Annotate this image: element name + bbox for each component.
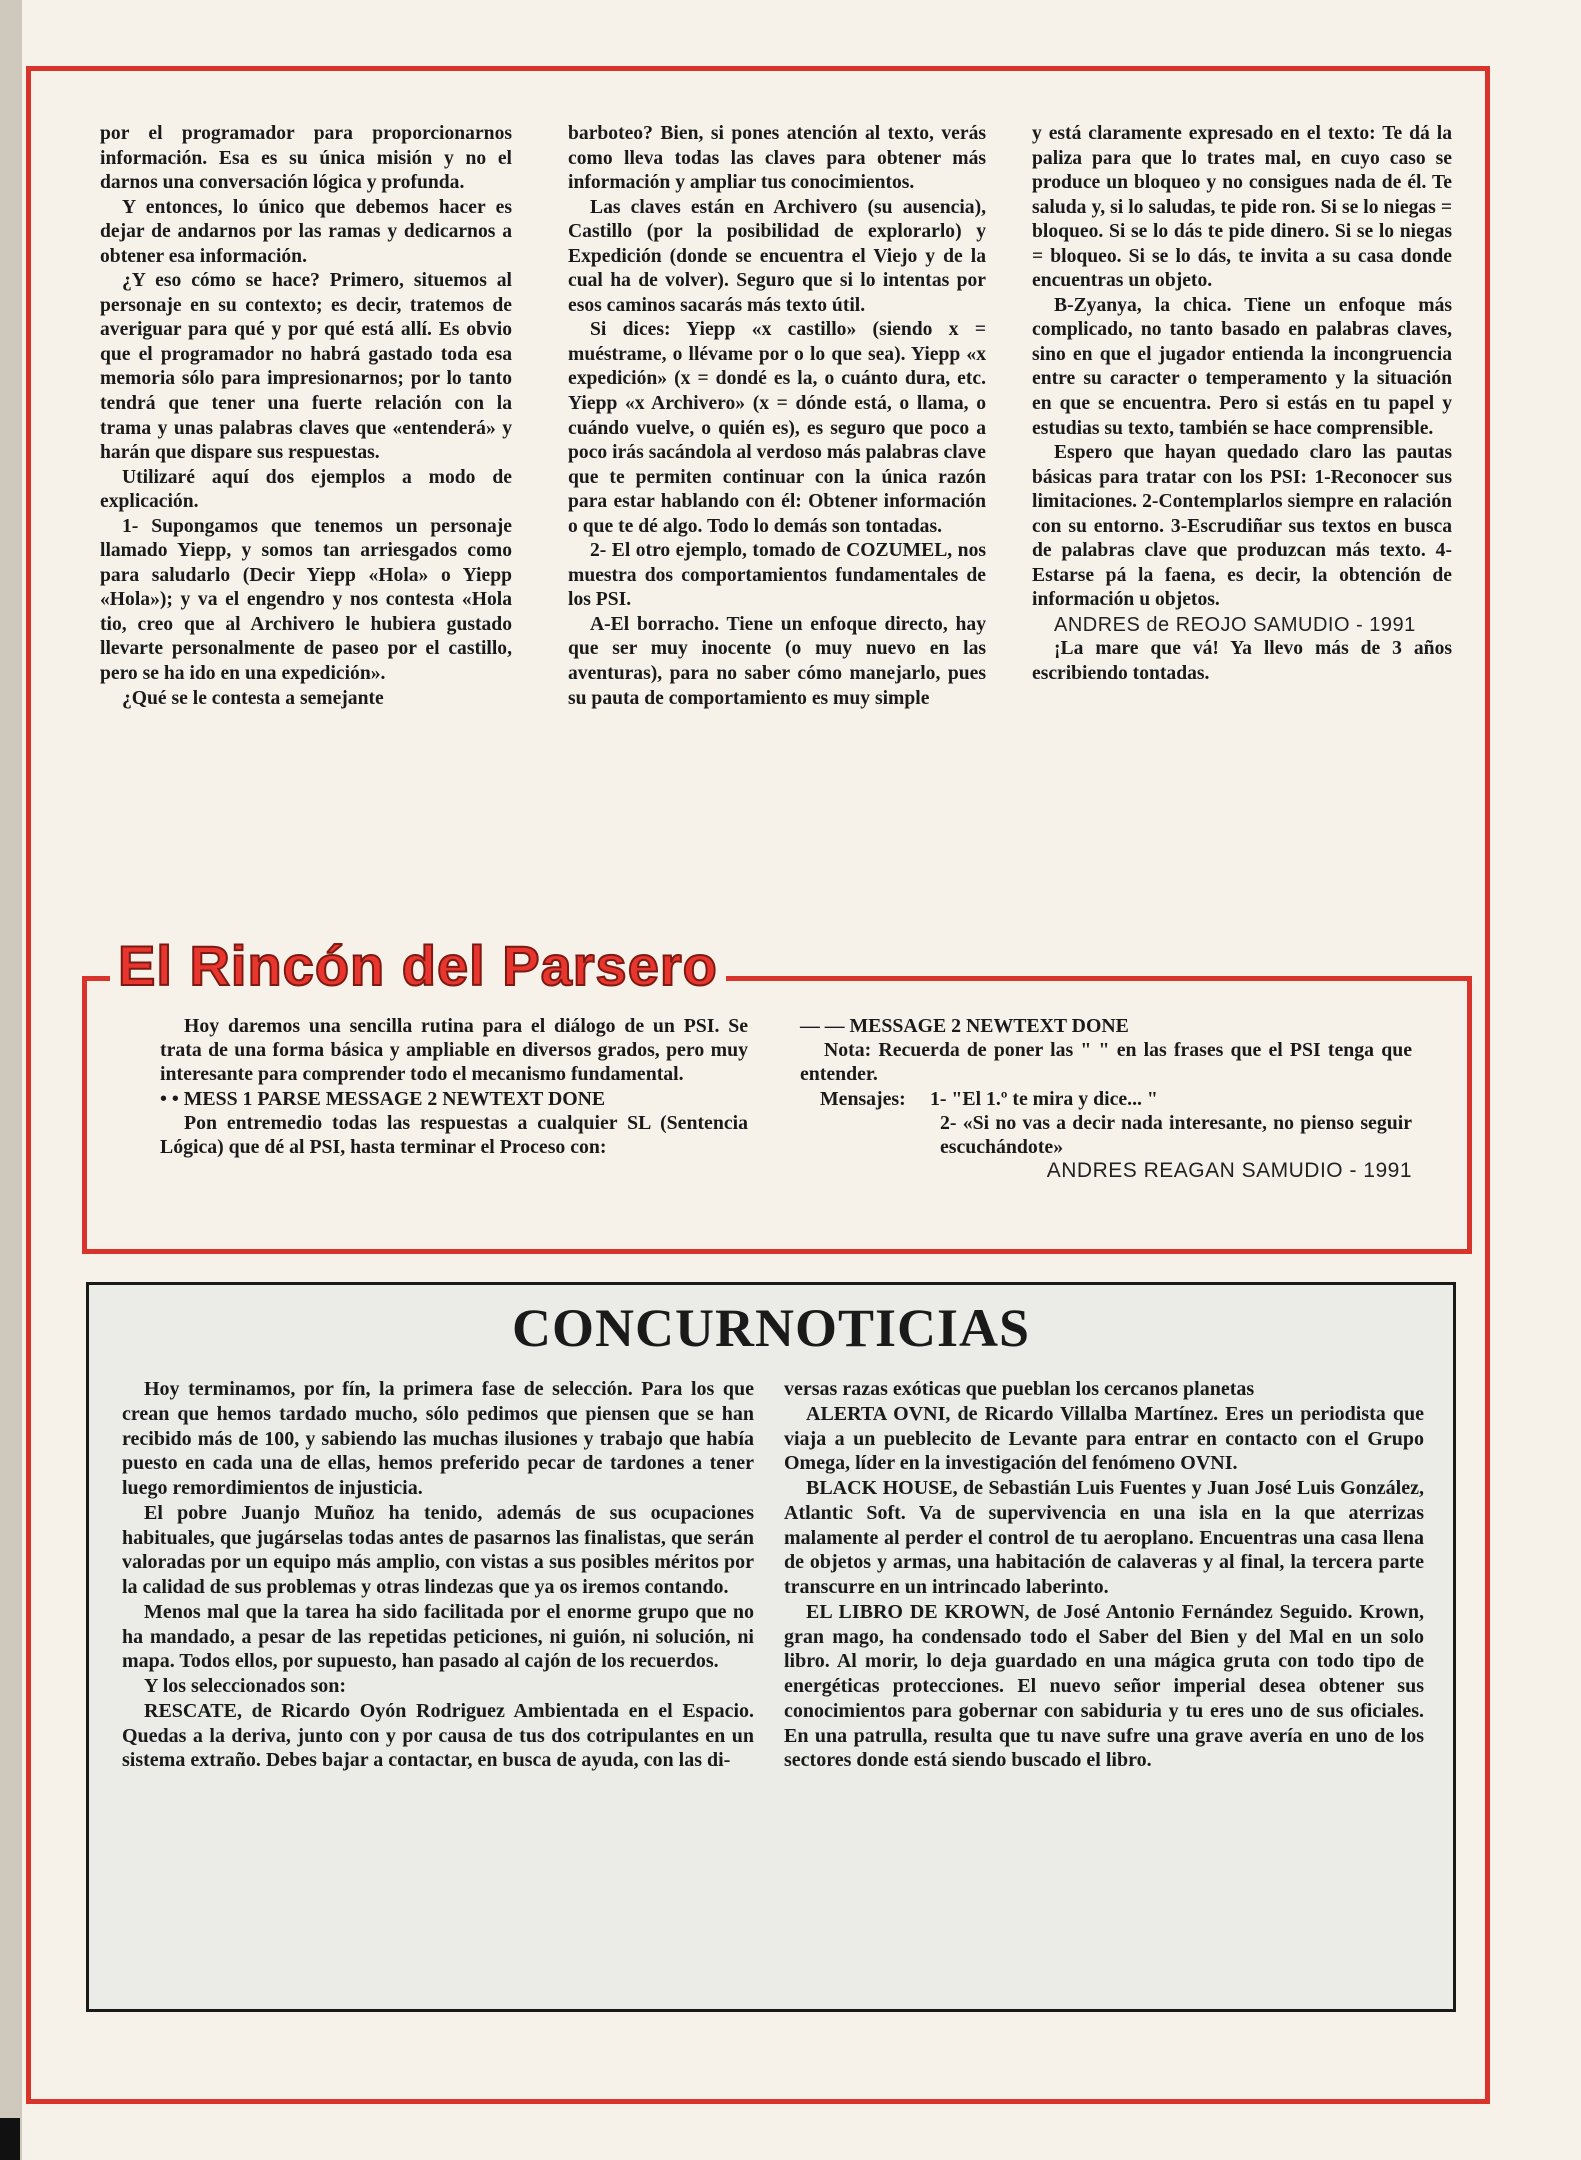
registration-mark — [0, 2118, 20, 2160]
parser-code-line: — — MESSAGE 2 NEWTEXT DONE — [800, 1015, 1129, 1037]
article-signature: ANDRES de REOJO SAMUDIO - 1991 — [1054, 613, 1416, 636]
parser-note: Nota: Recuerda de poner las " " en las frases que el PSI tenga que entender. — [800, 1039, 1412, 1086]
article-paragraph: por el programador para proporcionarnos información. Esa es su única misión y no el darnos una conversación lógica y profunda. — [100, 123, 512, 194]
article-column-3 — [1032, 122, 1452, 687]
parser-signature: ANDRES REAGAN SAMUDIO - 1991 — [1046, 1159, 1412, 1183]
concur-column-1 — [122, 1377, 754, 1773]
article-paragraph: ¿Qué se le contesta a semejante — [122, 687, 384, 709]
concur-paragraph: Hoy terminamos, por fín, la primera fase de selección. Para los que crean que hemos tardado mucho, sólo pedimos que piensen que se han recibido más de 100, y sabiendo las muchas ilusiones y trabajo que había puesto en cada una de ellas, hemos preferido pecar de tardones a tener luego remordimientos de injusticia. — [122, 1378, 754, 1499]
article-paragraph: ¿Y eso cómo se hace? Primero, situemos al personaje en su contexto; es decir, tratemos de averiguar para qué y por qué está allí. Es obvio que el programador no habrá gastado toda esa memoria sólo para impresionarnos; por lo tanto tendrá que tener una fuerte relación con la trama y unas palabras claves que «entenderá» y harán que dispare sus respuestas. — [100, 270, 512, 464]
article-closing: ¡La mare que vá! Ya llevo más de 3 años escribiendo tontadas. — [1032, 638, 1452, 685]
message-2: 2- «Si no vas a decir nada interesante, no pienso seguir escuchándote» — [940, 1111, 1412, 1159]
concur-paragraph: El pobre Juanjo Muñoz ha tenido, además de sus ocupaciones habituales, que jugárselas todas antes de pasarnos las finalistas, que serán valoradas por un equipo más amplio, con vistas a sus posibles méritos por la calidad de sus problemas y otras lindezas que ya os iremos contando. — [122, 1501, 754, 1598]
article-column-2 — [568, 122, 986, 711]
article-paragraph: Utilizaré aquí dos ejemplos a modo de explicación. — [100, 466, 512, 513]
article-paragraph: Si dices: Yiepp «x castillo» (siendo x = muéstrame, o llévame por o lo que sea). Yiepp «x expedición» (x = dondé es la, o cuánto dura, etc. Yiepp «x Archivero» (x = dónde está, o llama, o cuándo vuelve, o quién es), es seguro que poco a poco irás sacándola al verdoso más palabras clave que te permiten continuar con la única razón para estar hablando con él: Obtener información o que te dé algo. Todo lo demás son tontadas. — [568, 319, 986, 537]
messages-label: Mensajes: — [820, 1087, 906, 1110]
article-paragraph: Y entonces, lo único que debemos hacer es dejar de andarnos por las ramas y dedicarnos a obtener esa información. — [100, 196, 512, 267]
article-paragraph: 2- El otro ejemplo, tomado de COZUMEL, nos muestra dos comportamientos fundamentales de los PSI. — [568, 540, 986, 611]
parser-intro: Hoy daremos una sencilla rutina para el diálogo de un PSI. Se trata de una forma básica y ampliable en diversos grados, pero muy interesante para comprender todo el mecanismo fundamental. — [160, 1015, 748, 1086]
parser-title: El Rincón del Parsero — [110, 930, 726, 1002]
parser-column-right — [800, 1014, 1412, 1183]
article-paragraph: Espero que hayan quedado claro las pautas básicas para tratar con los PSI: 1-Reconocer sus limitaciones. 2-Contemplarlos siempre en ralación con su entorno. 3-Escrudiñar sus textos en busca de palabras clave que produzcan más texto. 4-Estarse pá la faena, es decir, la obtención de información u objetos. — [1032, 442, 1452, 611]
concurnoticias-title: CONCURNOTICIAS — [511, 1298, 1031, 1358]
concur-paragraph: EL LIBRO DE KROWN, de José Antonio Fernández Seguido. Krown, gran mago, ha condensado todo el Saber del Bien y del Mal en un solo libro. Al morir, lo deja guardado en una mágica gruta con todo tipo de energéticas protecciones. El nuevo señor imperial desea obtener sus conocimientos para gobernar con sabiduria y tu eres uno de sus oficiales. En una patrulla, resulta que tu nave sufre una grave avería en uno de los sectores donde está siendo buscado el libro. — [784, 1600, 1424, 1772]
article-paragraph: barboteo? Bien, si pones atención al texto, verás como lleva todas las claves para obtener más información y ampliar tus conocimientos. — [568, 123, 986, 194]
article-paragraph: 1- Supongamos que tenemos un personaje llamado Yiepp, y somos tan arriesgados como para saludarlo (Decir Yiepp «Hola» o Yiepp «Hola»); y va el engendro y nos contesta «Hola tio, creo que al Archivero le hubiera gustado llevarte personalmente de paseo por el castillo, pero se ha ido en una expedición». — [100, 515, 512, 685]
concur-paragraph: BLACK HOUSE, de Sebastián Luis Fuentes y Juan José Luis González, Atlantic Soft. Va de supervivencia en una isla en la que aterrizas malamente al perder el control de tu aeroplano. Encuentras una casa llena de objetos y armas, una habitación de calaveras y al final, la tercera parte transcurre en un intrincado laberinto. — [784, 1477, 1424, 1598]
article-paragraph: y está claramente expresado en el texto: Te dá la paliza para que lo trates mal, en cuyo caso se produce un bloqueo y no consigues nada de él. Te saluda y, si lo saludas, te pide ron. Si se lo niegas = bloqueo. Si se lo dás te pide dinero. Si se lo niegas = bloqueo. Si se lo dás, te invita a su casa donde encuentras un objeto. — [1032, 123, 1452, 292]
concur-column-2 — [784, 1377, 1424, 1773]
page-edge — [0, 0, 22, 2160]
parser-column-left — [160, 1014, 748, 1159]
parser-code-line: • • MESS 1 PARSE MESSAGE 2 NEWTEXT DONE — [160, 1087, 606, 1110]
message-1: 1- "El 1.º te mira y dice... " — [930, 1087, 1158, 1110]
article-column-1 — [100, 122, 512, 711]
concur-paragraph: Y los seleccionados son: — [144, 1675, 347, 1697]
concur-paragraph: RESCATE, de Ricardo Oyón Rodriguez Ambientada en el Espacio. Quedas a la deriva, junto con y por causa de tus dos cotripulantes en un sistema extraño. Debes bajar a contactar, en busca de ayuda, con las di- — [122, 1699, 754, 1772]
concur-paragraph: Menos mal que la tarea ha sido facilitada por el enorme grupo que no ha mandado, a pesar de las repetidas peticiones, ni guión, ni solución, ni mapa. Todos ellos, por supuesto, han pasado al cajón de los recuerdos. — [122, 1600, 754, 1673]
article-paragraph: Las claves están en Archivero (su ausencia), Castillo (por la posibilidad de explorarlo) y Expedición (donde se encuentra el Viejo y de la cual ha de volver). Seguro que si lo intentas por esos caminos sacarás más texto útil. — [568, 196, 986, 316]
article-paragraph: B-Zyanya, la chica. Tiene un enfoque más complicado, no tanto basado en palabras claves, sino en que el jugador entienda la incongruencia entre su caracter o temperamento y la situación en que se encuentra. Pero si estás en tu papel y estudias su texto, también se hace comprensible. — [1032, 294, 1452, 439]
article-paragraph: A-El borracho. Tiene un enfoque directo, hay que ser muy inocente (o muy nuevo en las aventuras), para no saber cómo manejarlo, pues su pauta de comportamiento es muy simple — [568, 613, 986, 709]
parser-outro: Pon entremedio todas las respuestas a cualquier SL (Sentencia Lógica) que dé al PSI, hasta terminar el Proceso con: — [160, 1111, 748, 1159]
concur-paragraph: versas razas exóticas que pueblan los cercanos planetas — [784, 1378, 1255, 1400]
concur-paragraph: ALERTA OVNI, de Ricardo Villalba Martínez. Eres un periodista que viaja a un pueblecito de Levante para entrar en contacto con el Grupo Omega, líder en la investigación del fenómeno OVNI. — [784, 1402, 1424, 1475]
parser-messages — [800, 1087, 1412, 1111]
